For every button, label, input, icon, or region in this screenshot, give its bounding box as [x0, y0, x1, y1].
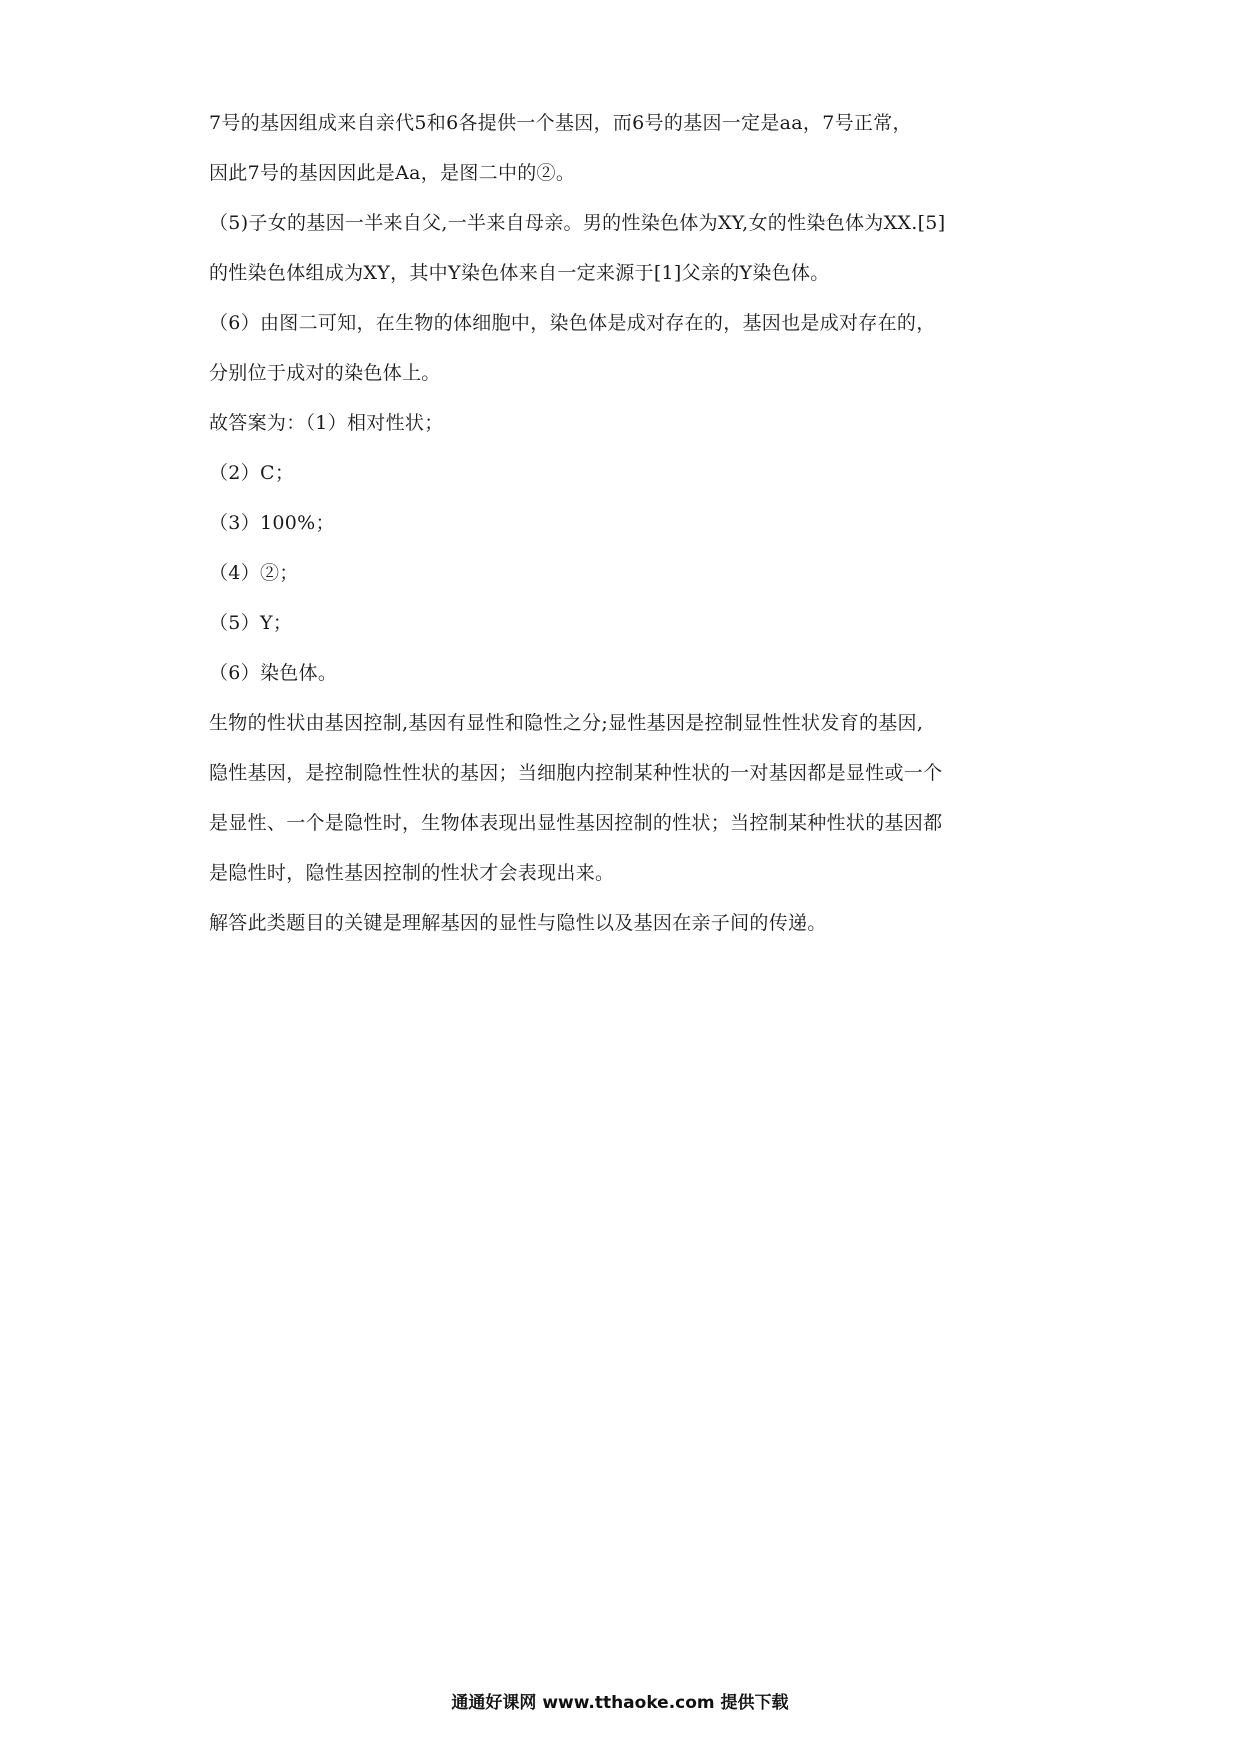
- answer-item: （2）C；: [209, 462, 295, 484]
- text-line: 隐性基因，是控制隐性性状的基因；当细胞内控制某种性状的一对基因都是显性或一个: [209, 762, 943, 784]
- text-line: 是隐性时，隐性基因控制的性状才会表现出来。: [209, 862, 615, 884]
- text-line: 分别位于成对的染色体上。: [209, 362, 441, 384]
- text-line: 解答此类题目的关键是理解基因的显性与隐性以及基因在亲子间的传递。: [209, 912, 827, 934]
- answer-heading: 故答案为：（1）相对性状；: [209, 412, 444, 434]
- answer-item: （5）Y；: [209, 612, 293, 634]
- text-line: 的性染色体组成为XY，其中Y染色体来自一定来源于[1]父亲的Y染色体。: [209, 262, 830, 284]
- text-line: 生物的性状由基因控制,基因有显性和隐性之分;显性基因是控制显性性状发育的基因,: [209, 712, 924, 734]
- text-line: 因此7号的基因因此是Aa，是图二中的②。: [209, 162, 576, 184]
- text-line: （6）由图二可知，在生物的体细胞中，染色体是成对存在的，基因也是成对存在的，: [209, 312, 936, 334]
- text-line: 是显性、一个是隐性时，生物体表现出显性基因控制的性状；当控制某种性状的基因都: [209, 812, 943, 834]
- answer-explanation-text: [209, 98, 1049, 948]
- page-footer: 通通好课网 www.tthaoke.com 提供下载: [451, 1693, 789, 1713]
- answer-item: （6）染色体。: [209, 662, 338, 684]
- text-line: （5)子女的基因一半来自父,一半来自母亲。男的性染色体为XY,女的性染色体为XX.[5]: [209, 212, 946, 234]
- answer-item: （4）②；: [209, 562, 299, 584]
- answer-item: （3）100%；: [209, 512, 335, 534]
- text-line: 7号的基因组成来自亲代5和6各提供一个基因，而6号的基因一定是aa，7号正常，: [209, 112, 912, 134]
